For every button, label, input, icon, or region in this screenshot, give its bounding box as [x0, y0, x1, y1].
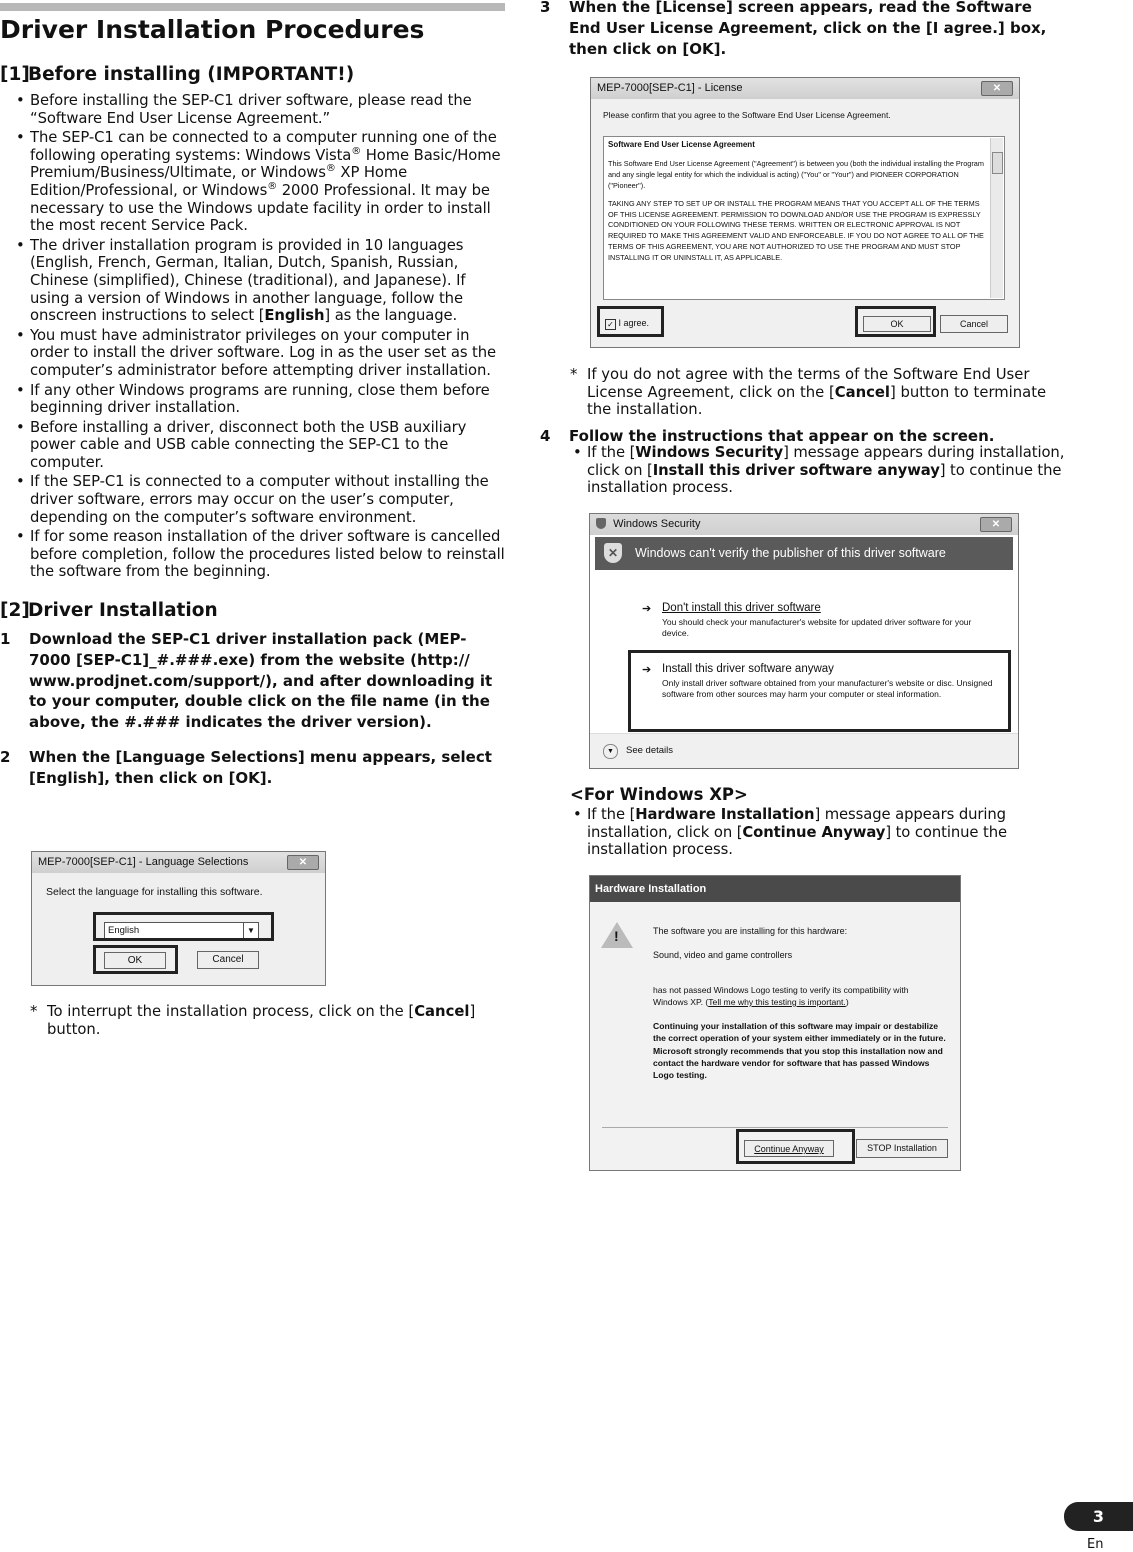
chevron-down-icon[interactable]: ▼	[603, 744, 618, 759]
step-number: 2	[0, 748, 11, 767]
note-asterisk: *	[570, 366, 578, 383]
hw-warning-text: Continuing your installation of this software may impair or destabilize the correct operation of your system either immediately or in the future. Microsoft strongly recommends that you stop this installation now and contact the hardware vendor for software that has passed Windows Logo testing.	[653, 1021, 946, 1081]
left-column	[0, 0, 505, 789]
note-cancel-license	[570, 366, 1050, 419]
list-item: • If for some reason installation of the driver software is cancelled before completion, follow the procedures listed below to reinstall the software from the beginning.	[30, 528, 505, 581]
dialog-titlebar	[591, 78, 1019, 99]
page-number: 3	[1064, 1502, 1133, 1531]
note-text: To interrupt the installation process, click on the [Cancel] button.	[47, 1003, 476, 1038]
step-number: 4	[540, 427, 551, 445]
license-para-1: This Software End User License Agreement ("Agreement") is between you (both the individual installing the Program and any single legal entity for which the individual is acting) ("You" or "Your") and PIONEER CORPORATION ("Pioneer").	[608, 158, 984, 190]
highlight-ok-button	[855, 306, 936, 337]
note-asterisk: *	[30, 1003, 38, 1020]
shield-icon	[596, 518, 606, 529]
highlight-language-select	[93, 912, 274, 941]
security-header	[595, 537, 1013, 570]
license-text-box[interactable]	[603, 136, 1005, 300]
hw-line-2: Sound, video and game controllers	[653, 950, 793, 960]
list-item: • You must have administrator privileges on your computer in order to install the driver software. Log in as the user set as the computer’s administrator before attempting driver installation.	[30, 327, 505, 380]
warning-icon-mark: !	[614, 928, 619, 944]
license-scrollbar[interactable]	[990, 138, 1003, 298]
ok-button[interactable]: OK	[863, 316, 931, 332]
close-icon[interactable]: ✕	[980, 517, 1012, 532]
dialog-divider	[602, 1127, 948, 1128]
dialog-titlebar	[590, 514, 1018, 535]
right-column	[540, 0, 1055, 59]
option-title: Don't install this driver software	[662, 602, 821, 614]
hardware-installation-dialog	[589, 875, 961, 1171]
highlight-continue-anyway	[736, 1129, 855, 1164]
important-list	[0, 92, 505, 581]
dialog-title: Windows Security	[613, 518, 701, 530]
dialog-prompt: Please confirm that you agree to the Software End User License Agreement.	[603, 110, 891, 120]
step-text: Follow the instructions that appear on the screen.	[569, 427, 995, 445]
section-1-heading	[0, 63, 505, 87]
language-selected-value: English	[108, 925, 140, 936]
dialog-title: Hardware Installation	[595, 883, 707, 895]
dialog-prompt: Select the language for installing this software.	[46, 886, 263, 898]
list-item: • Before installing the SEP-C1 driver software, please read the “Software End User License Agreement.”	[30, 92, 505, 127]
step-number: 3	[540, 0, 551, 16]
list-item: • If the [Hardware Installation] message appears during installation, click on [Continue Anyway] to continue the installation process.	[587, 806, 1072, 859]
list-item: • Before installing a driver, disconnect both the USB auxiliary power cable and USB cable connecting the SEP-C1 to the computer.	[30, 419, 505, 472]
option-title: Install this driver software anyway	[662, 663, 834, 675]
hw-line-1: The software you are installing for this hardware:	[653, 926, 848, 936]
dialog-title: MEP-7000[SEP-C1] - License	[597, 82, 743, 94]
continue-anyway-button[interactable]: Continue Anyway	[744, 1140, 834, 1157]
arrow-right-icon: ➔	[642, 664, 652, 676]
step-text: Download the SEP-C1 driver installation pack (MEP-7000 [SEP-C1]_#.###.exe) from the website (http:// www.prodjnet.com/support/), and after downloading it to your computer, double click on the file name (in the above, the #.### indicates the driver version).	[29, 630, 493, 732]
page-title: Driver Installation Procedures	[0, 15, 425, 44]
agree-label: I agree.	[618, 318, 650, 328]
chevron-down-icon[interactable]: ▼	[243, 923, 258, 938]
step-2	[0, 747, 505, 789]
highlight-install-anyway	[628, 650, 1011, 732]
step-3	[540, 0, 1055, 59]
license-para-2: TAKING ANY STEP TO SET UP OR INSTALL THE PROGRAM MEANS THAT YOU ACCEPT ALL OF THE TERMS OF THIS LICENSE AGREEMENT. PERMISSION TO DOWNLOAD AND/OR USE THE PROGRAM IS EXPRESSLY CONDITIONED ON YOUR FOLLOWING THESE TERMS. WRITTEN OR ELECTRONIC APPROVAL IS NOT REQUIRED TO MAKE THIS AGREEMENT VALID AND ENFORCEABLE. IF YOU DO NOT AGREE TO ALL OF THE TERMS OF THIS AGREEMENT, YOU ARE NOT AUTHORIZED TO USE THE PROGRAM AND MUST STOP INSTALLING IT OR UNINSTALL IT, AS APPLICABLE.	[608, 198, 984, 263]
close-icon[interactable]: ✕	[981, 81, 1013, 96]
step-text: When the [License] screen appears, read the Software End User License Agreement, click on the [I agree.] box, then click on [OK].	[569, 0, 1047, 58]
section-2-heading	[0, 599, 505, 623]
section-1-number: [1]	[0, 64, 30, 85]
language-code: En	[1087, 1537, 1104, 1552]
see-details-link[interactable]: See details	[626, 745, 674, 756]
note-text: If you do not agree with the terms of the Software End User License Agreement, click on the [Cancel] button to terminate the installation.	[587, 366, 1047, 419]
tell-me-why-link[interactable]: Tell me why this testing is important.	[708, 997, 846, 1007]
option-desc: Only install driver software obtained from your manufacturer's website or disc. Unsigned software from other sources may harm your computer or steal information.	[662, 678, 993, 699]
step-number: 1	[0, 630, 11, 649]
note-cancel-interrupt	[30, 1003, 500, 1038]
option-desc: You should check your manufacturer's website for updated driver software for your device.	[662, 617, 972, 638]
dialog-titlebar	[590, 876, 960, 902]
step-4-list	[557, 444, 1072, 499]
list-item: • If the SEP-C1 is connected to a computer without installing the driver software, errors may occur on the user’s computer, depending on the computer’s software environment.	[30, 473, 505, 526]
step-text: When the [Language Selections] menu appears, select [English], then click on [OK].	[29, 748, 492, 787]
security-header-text: Windows can't verify the publisher of this driver software	[635, 546, 946, 560]
highlight-ok-button	[93, 945, 178, 974]
scrollbar-thumb[interactable]	[992, 152, 1003, 174]
list-item: • The SEP-C1 can be connected to a computer running one of the following operating systems: Windows Vista® Home Basic/Home Premium/Business/Ultimate, or Windows® XP Home Edition/Professional, or Windows® 2000 Professional. It may be necessary to use the Windows update facility in order to install the most recent Service Pack.	[30, 129, 505, 235]
xp-heading: <For Windows XP>	[570, 785, 748, 804]
hw-line-3: has not passed Windows Logo testing to verify its compatibility with Windows XP. (Tell me why this testing is important.)	[653, 985, 909, 1007]
agree-checkbox[interactable]: ✓	[605, 319, 616, 330]
cancel-button[interactable]: Cancel	[940, 315, 1008, 333]
details-row[interactable]	[590, 733, 1019, 769]
license-heading: Software End User License Agreement	[608, 140, 755, 149]
step-1	[0, 629, 505, 733]
section-2-title: Driver Installation	[28, 600, 218, 622]
list-item: • The driver installation program is provided in 10 languages (English, French, German, Italian, Dutch, Spanish, Russian, Chinese (simplified), Chinese (traditional), and Japanese). If using a version of Windows in another language, follow the onscreen instructions to select [English] as the language.	[30, 237, 505, 325]
ok-button[interactable]: OK	[104, 952, 166, 969]
section-1-title: Before installing (IMPORTANT!)	[28, 64, 355, 85]
highlight-agree-checkbox	[597, 306, 664, 337]
list-item: • If any other Windows programs are running, close them before beginning driver installation.	[30, 382, 505, 417]
option-dont-install[interactable]	[642, 602, 992, 639]
warning-shield-icon: ✕	[604, 543, 622, 563]
header-rule	[0, 3, 505, 11]
cancel-button[interactable]: Cancel	[197, 951, 259, 969]
dialog-titlebar	[32, 852, 325, 873]
close-icon[interactable]: ✕	[287, 855, 319, 870]
xp-list	[557, 806, 1072, 861]
list-item: • If the [Windows Security] message appears during installation, click on [Install this driver software anyway] to continue the installation process.	[587, 444, 1072, 497]
dialog-title: MEP-7000[SEP-C1] - Language Selections	[38, 856, 249, 868]
stop-installation-button[interactable]: STOP Installation	[856, 1139, 948, 1158]
section-2-number: [2]	[0, 600, 30, 622]
arrow-right-icon: ➔	[642, 603, 652, 615]
